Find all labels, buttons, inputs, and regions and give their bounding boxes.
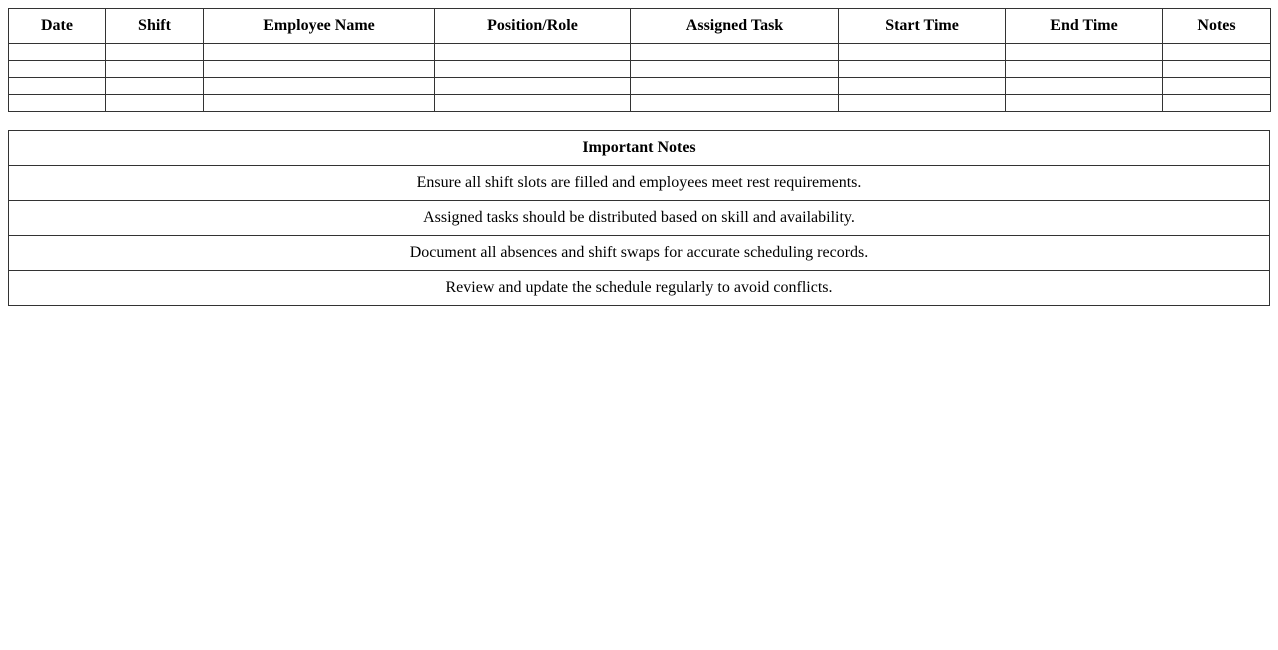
column-header-position-role: Position/Role — [435, 9, 631, 44]
column-header-employee-name: Employee Name — [204, 9, 435, 44]
cell-shift — [106, 78, 204, 95]
cell-assigned-task — [631, 61, 839, 78]
cell-employee-name — [204, 44, 435, 61]
important-notes-table — [8, 130, 1270, 306]
column-header-notes: Notes — [1163, 9, 1271, 44]
cell-position-role — [435, 78, 631, 95]
cell-notes — [1163, 44, 1271, 61]
cell-shift — [106, 61, 204, 78]
cell-end-time — [1006, 95, 1163, 112]
cell-date — [9, 61, 106, 78]
table-row — [9, 95, 1271, 112]
cell-employee-name — [204, 78, 435, 95]
column-header-assigned-task: Assigned Task — [631, 9, 839, 44]
table-row — [9, 61, 1271, 78]
cell-notes — [1163, 61, 1271, 78]
notes-title: Important Notes — [9, 131, 1270, 166]
cell-date — [9, 95, 106, 112]
notes-header-row — [9, 131, 1270, 166]
note-item: Ensure all shift slots are filled and employees meet rest requirements. — [9, 166, 1270, 201]
column-header-start-time: Start Time — [839, 9, 1006, 44]
note-row — [9, 236, 1270, 271]
cell-start-time — [839, 95, 1006, 112]
cell-end-time — [1006, 61, 1163, 78]
cell-date — [9, 78, 106, 95]
cell-date — [9, 44, 106, 61]
cell-position-role — [435, 44, 631, 61]
cell-notes — [1163, 95, 1271, 112]
cell-assigned-task — [631, 78, 839, 95]
cell-start-time — [839, 44, 1006, 61]
cell-position-role — [435, 61, 631, 78]
cell-shift — [106, 44, 204, 61]
note-row — [9, 166, 1270, 201]
cell-assigned-task — [631, 95, 839, 112]
note-row — [9, 201, 1270, 236]
cell-employee-name — [204, 95, 435, 112]
cell-assigned-task — [631, 44, 839, 61]
column-header-shift: Shift — [106, 9, 204, 44]
schedule-table — [8, 8, 1271, 112]
note-item: Document all absences and shift swaps for accurate scheduling records. — [9, 236, 1270, 271]
cell-notes — [1163, 78, 1271, 95]
cell-start-time — [839, 78, 1006, 95]
column-header-end-time: End Time — [1006, 9, 1163, 44]
cell-position-role — [435, 95, 631, 112]
cell-end-time — [1006, 78, 1163, 95]
table-row — [9, 78, 1271, 95]
cell-end-time — [1006, 44, 1163, 61]
schedule-header-row — [9, 9, 1271, 44]
note-item: Review and update the schedule regularly to avoid conflicts. — [9, 271, 1270, 306]
note-row — [9, 271, 1270, 306]
cell-start-time — [839, 61, 1006, 78]
cell-employee-name — [204, 61, 435, 78]
cell-shift — [106, 95, 204, 112]
column-header-date: Date — [9, 9, 106, 44]
table-row — [9, 44, 1271, 61]
note-item: Assigned tasks should be distributed based on skill and availability. — [9, 201, 1270, 236]
